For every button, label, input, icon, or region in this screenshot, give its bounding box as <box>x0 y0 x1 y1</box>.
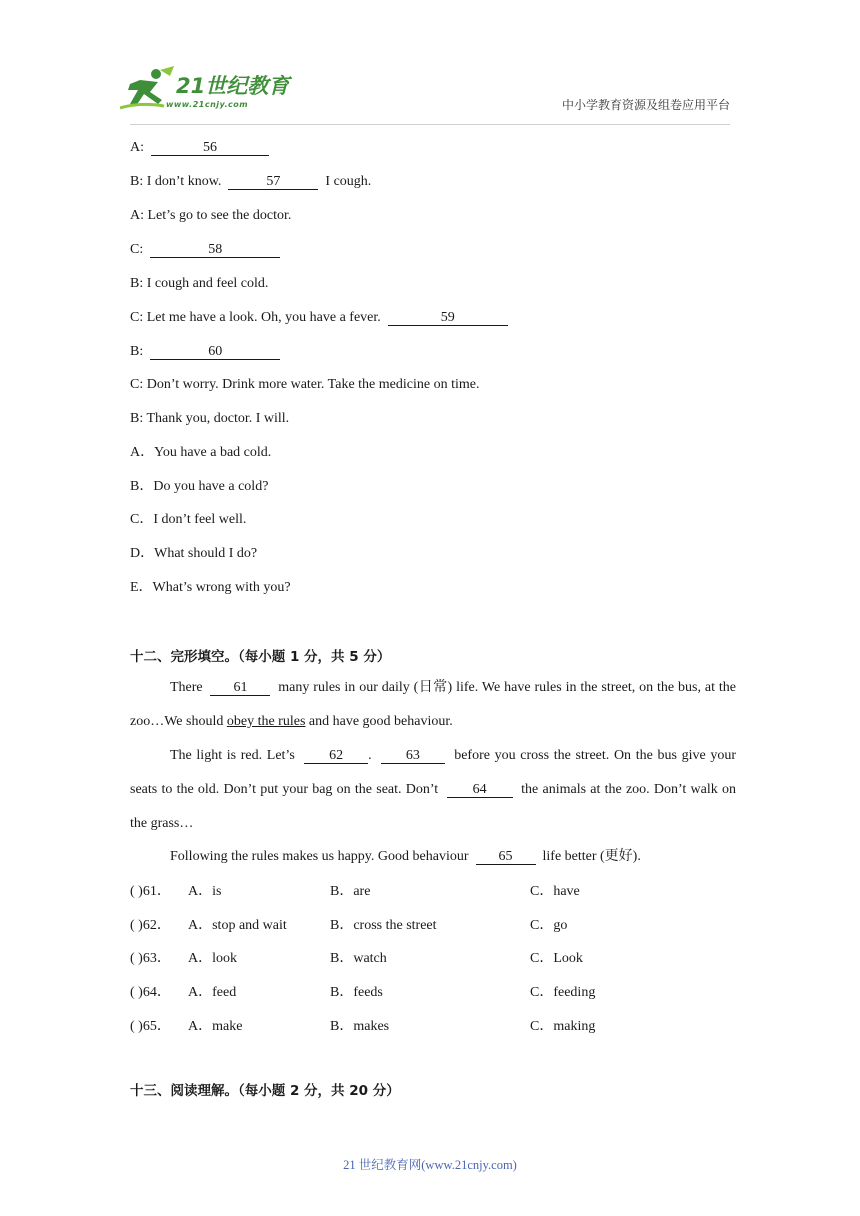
dialogue-line: C: 58 <box>130 241 280 259</box>
choice-a[interactable]: A．stop and wait <box>188 918 287 933</box>
dialogue-line: A: Let’s go to see the doctor. <box>130 208 292 223</box>
dialogue-line: B: I cough and feel cold. <box>130 276 269 291</box>
answer-blank[interactable]: 58 <box>150 242 280 258</box>
cloze-paragraph-1: There 61 many rules in our daily (日常) life. We have rules in the street, on the bus, at the zoo…We should obey the rules and have good behaviour. <box>130 680 736 729</box>
cloze-blank-65[interactable]: 65 <box>476 849 536 865</box>
choice-b[interactable]: B．feeds <box>330 985 383 1000</box>
choice-c[interactable]: C．go <box>530 918 568 933</box>
option-d: D．What should I do? <box>130 546 258 561</box>
choice-a[interactable]: A．feed <box>188 985 237 1000</box>
dialogue-line: C: Don’t worry. Drink more water. Take the medicine on time. <box>130 377 480 392</box>
choice-c[interactable]: C．making <box>530 1019 596 1034</box>
dialogue-line: B: I don’t know. 57 I cough. <box>130 174 372 189</box>
dialogue-line: B: Thank you, doctor. I will. <box>130 411 290 426</box>
answer-blank[interactable]: 60 <box>150 344 280 360</box>
option-c: C．I don’t feel well. <box>130 512 247 527</box>
choice-b[interactable]: B．watch <box>330 951 387 966</box>
question-row-64: ( )64． A．feed B．feeds C．feeding <box>130 985 596 1000</box>
underlined-phrase: obey the rules <box>226 714 306 729</box>
choice-a[interactable]: A．make <box>188 1019 243 1034</box>
dialogue-line: C: Let me have a look. Oh, you have a fever. 59 <box>130 309 508 327</box>
choice-c[interactable]: C．feeding <box>530 985 596 1000</box>
option-a: A．You have a bad cold. <box>130 445 272 460</box>
dialogue-line: A: 56 <box>130 139 269 157</box>
section-12-title: 十二、完形填空。（每小题 1 分，共 5 分） <box>130 649 391 665</box>
choice-a[interactable]: A．is <box>188 884 222 899</box>
cloze-blank-63[interactable]: 63 <box>381 748 445 764</box>
choice-b[interactable]: B．makes <box>330 1019 390 1034</box>
header-divider <box>130 124 730 125</box>
section-13-title: 十三、阅读理解。（每小题 2 分，共 20 分） <box>130 1083 400 1099</box>
logo-url: www.21cnjy.com <box>166 100 249 109</box>
option-e: E．What’s wrong with you? <box>130 580 291 595</box>
platform-name: 中小学教育资源及组卷应用平台 <box>561 98 730 112</box>
answer-blank[interactable]: 56 <box>151 140 269 156</box>
page-header <box>0 0 860 125</box>
answer-blank[interactable]: 57 <box>228 174 318 190</box>
choice-c[interactable]: C．Look <box>530 951 583 966</box>
cloze-blank-64[interactable]: 64 <box>447 782 513 798</box>
answer-blank[interactable]: 59 <box>388 310 508 326</box>
logo-text: 21世纪教育 <box>176 74 290 98</box>
question-row-63: ( )63． A．look B．watch C．Look <box>130 951 583 966</box>
page-footer: 21 世纪教育网(www.21cnjy.com) <box>343 1158 517 1172</box>
question-row-62: ( )62． A．stop and wait B．cross the street C．go <box>130 918 568 933</box>
cloze-blank-62[interactable]: 62 <box>304 748 368 764</box>
question-row-61: ( )61． A．is B．are C．have <box>130 884 580 899</box>
question-row-65: ( )65． A．make B．makes C．making <box>130 1019 596 1034</box>
choice-c[interactable]: C．have <box>530 884 580 899</box>
cloze-blank-61[interactable]: 61 <box>210 680 270 696</box>
choice-b[interactable]: B．cross the street <box>330 918 437 933</box>
cloze-paragraph-2: The light is red. Let’s 62 . 63 before you cross the street. On the bus give your seats to the old. Don’t put your bag on the seat. Don’t 64 the animals at the zoo. Don’t walk on the grass… <box>130 748 736 831</box>
choice-a[interactable]: A．look <box>188 951 237 966</box>
site-logo <box>120 66 290 116</box>
cloze-paragraph-3: Following the rules makes us happy. Good behaviour 65 life better (更好). <box>170 849 641 864</box>
choice-b[interactable]: B．are <box>330 884 371 899</box>
dialogue-line: B: 60 <box>130 343 280 361</box>
option-b: B．Do you have a cold? <box>130 479 269 494</box>
